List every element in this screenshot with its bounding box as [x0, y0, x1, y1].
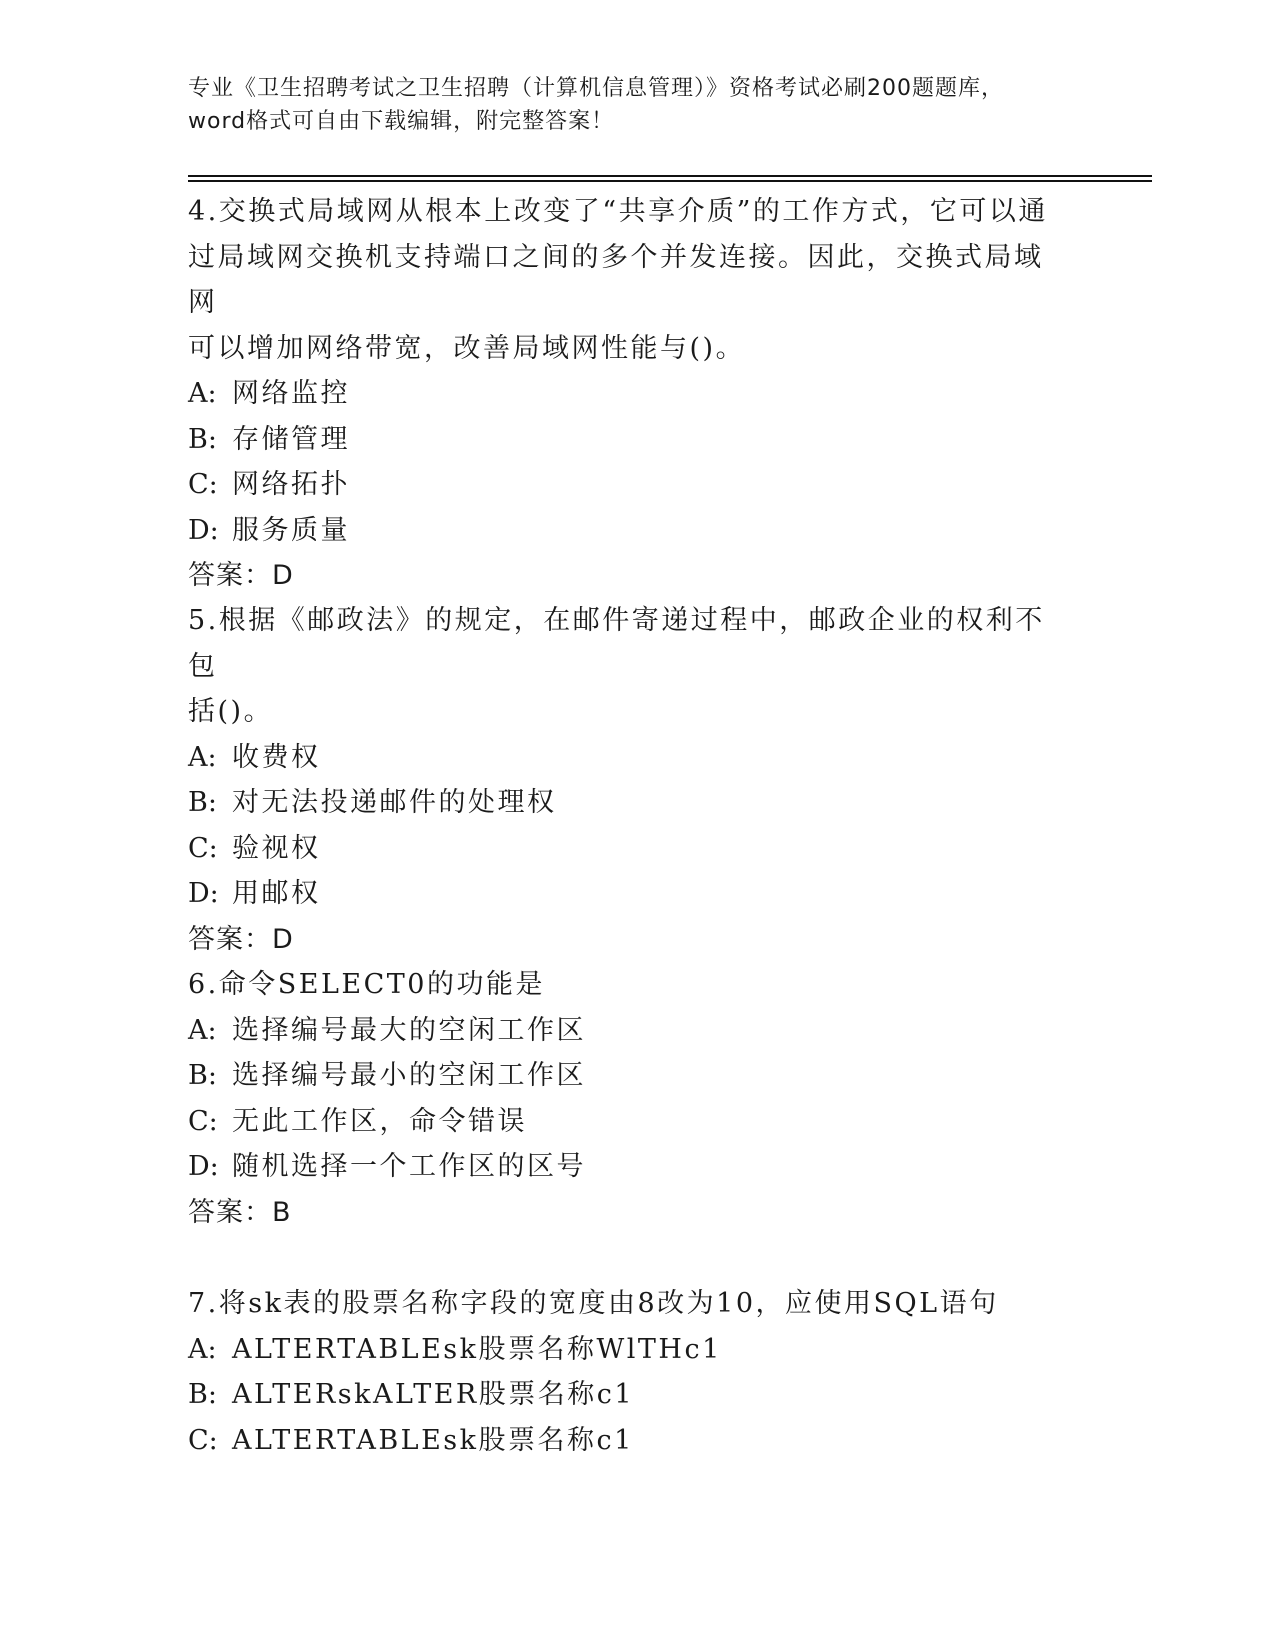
answer: 答案：D	[188, 923, 294, 955]
option-label: A:	[188, 378, 217, 409]
question-stem-line: 4.交换式局域网从根本上改变了“共享介质”的工作方式，它可以通	[188, 196, 1048, 227]
header-rule-bottom	[188, 180, 1152, 182]
option-text: 无此工作区，命令错误	[232, 1105, 527, 1137]
header-rule-top	[188, 175, 1152, 177]
option-text: 随机选择一个工作区的区号	[232, 1151, 586, 1182]
question-stem-line: 5.根据《邮政法》的规定，在邮件寄递过程中，邮政企业的权利不包	[188, 605, 1045, 682]
answer: 答案：B	[188, 1196, 292, 1228]
option-d	[188, 871, 1068, 917]
question-stem-line: 7.将sk表的股票名称字段的宽度由8改为10，应使用SQL语句	[188, 1288, 999, 1319]
option-label: A:	[188, 741, 217, 773]
option-c	[188, 462, 1068, 508]
question-stem-line: 括()。	[188, 696, 274, 727]
option-label: B:	[188, 423, 217, 455]
option-label: B:	[188, 1060, 217, 1091]
option-label: C:	[188, 1424, 218, 1456]
option-a	[188, 1327, 1068, 1373]
option-text: 网络监控	[232, 378, 350, 409]
option-label: B:	[188, 787, 217, 818]
question-6	[188, 962, 1068, 1235]
option-label: A:	[188, 1014, 217, 1046]
option-b	[188, 780, 1068, 826]
option-text: ALTERskALTER股票名称c1	[232, 1379, 635, 1410]
option-label: B:	[188, 1379, 217, 1410]
option-b	[188, 1053, 1068, 1099]
option-text: 存储管理	[232, 423, 350, 455]
option-text: 选择编号最小的空闲工作区	[232, 1060, 586, 1091]
question-5	[188, 598, 1068, 962]
option-text: 服务质量	[232, 514, 350, 546]
question-4	[188, 189, 1068, 599]
option-label: A:	[188, 1333, 217, 1365]
question-stem-line: 6.命令SELECT0的功能是	[188, 969, 545, 1000]
option-label: C:	[188, 832, 218, 864]
question-stem-line: 可以增加网络带宽，改善局域网性能与()。	[188, 332, 746, 364]
answer: 答案：D	[188, 560, 294, 591]
option-a	[188, 1008, 1068, 1054]
option-label: C:	[188, 469, 218, 500]
header-line-1: 专业《卫生招聘考试之卫生招聘（计算机信息管理）》资格考试必刷200题题库，	[188, 76, 1004, 101]
option-label: D:	[188, 878, 219, 909]
option-label: D:	[188, 514, 219, 546]
option-text: 用邮权	[232, 878, 321, 909]
option-a	[188, 371, 1068, 417]
option-text: 收费权	[232, 741, 321, 773]
option-text: 选择编号最大的空闲工作区	[232, 1014, 586, 1046]
option-text: 对无法投递邮件的处理权	[232, 787, 557, 818]
option-b	[188, 1372, 1068, 1418]
option-label: C:	[188, 1105, 218, 1137]
document-header	[188, 72, 1088, 138]
option-label: D:	[188, 1151, 219, 1182]
option-d	[188, 1144, 1068, 1190]
option-text: ALTERTABLEsk股票名称c1	[232, 1424, 634, 1456]
option-text: ALTERTABLEsk股票名称WlTHc1	[232, 1333, 722, 1365]
header-line-2: word格式可自由下载编辑，附完整答案！	[188, 109, 615, 134]
option-c	[188, 1418, 1068, 1464]
option-text: 网络拓扑	[232, 469, 350, 500]
option-c	[188, 1099, 1068, 1145]
option-a	[188, 735, 1068, 781]
question-stem-line: 过局域网交换机支持端口之间的多个并发连接。因此，交换式局域网	[188, 241, 1044, 318]
question-7	[188, 1281, 1068, 1463]
option-d	[188, 508, 1068, 554]
option-c	[188, 826, 1068, 872]
option-b	[188, 417, 1068, 463]
option-text: 验视权	[232, 832, 321, 864]
